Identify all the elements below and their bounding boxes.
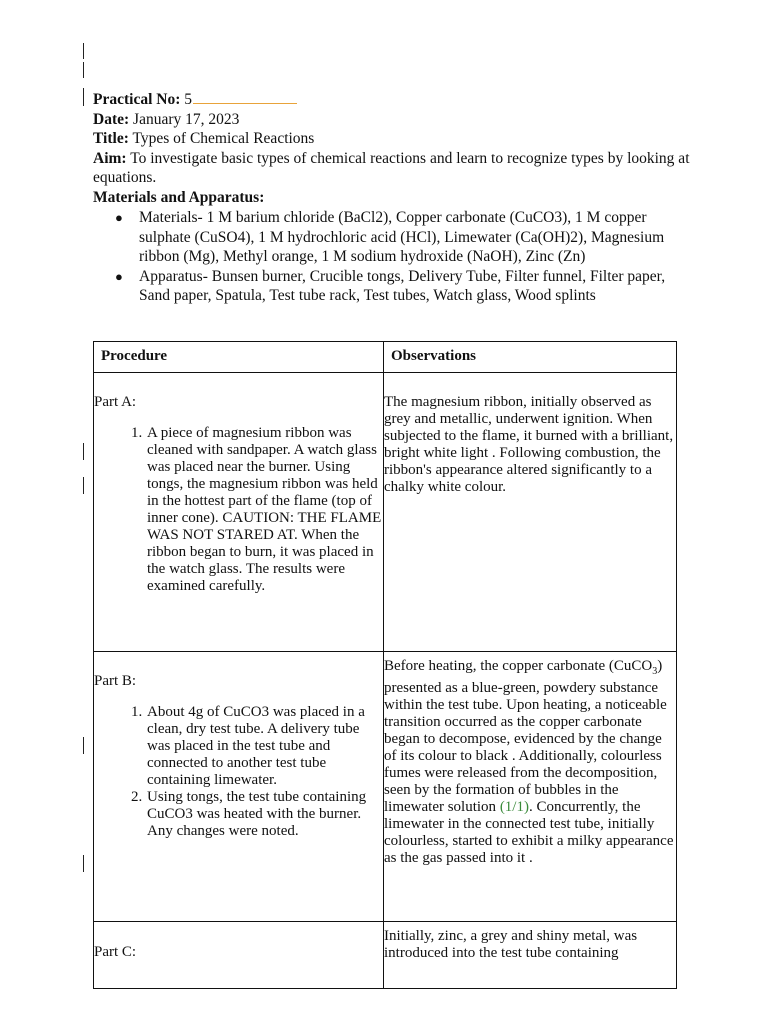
observations-column-header: Observations	[384, 342, 677, 373]
table-header-row	[94, 342, 677, 373]
part-a-observation: The magnesium ribbon, initially observed as grey and metallic, underwent ignition. When subjected to the flame, it burned with a brilliant, bright white light . Following combustion, the ribbon's appearance altered significantly to a chalky white colour.	[384, 373, 677, 652]
revision-bar	[83, 737, 84, 754]
document-header	[93, 88, 693, 306]
list-item: 2. Using tongs, the test tube containing CuCO3 was heated with the burner. Any changes were noted.	[146, 789, 383, 840]
part-c-observation: Initially, zinc, a grey and shiny metal, was introduced into the test tube containing	[384, 922, 677, 989]
bullet-icon: ●	[115, 268, 123, 284]
part-b-procedure	[94, 652, 384, 922]
part-label: Part A:	[94, 394, 137, 410]
table-row	[94, 652, 677, 922]
title-line: Title: Types of Chemical Reactions	[93, 130, 315, 147]
list-item: 1. A piece of magnesium ribbon was cleaned with sandpaper. A watch glass was placed near the burner. Using tongs, the magnesium ribbon was held in the hottest part of the flame (top of inner cone). CAUTION: THE FLAME WAS NOT STARED AT. When the ribbon began to burn, it was placed in the watch glass. The results were examined carefully.	[146, 425, 383, 595]
steps-list	[94, 425, 383, 595]
practical-underline	[193, 88, 297, 104]
list-item: 1. About 4g of CuCO3 was placed in a clean, dry test tube. A delivery tube was placed in the test tube and connected to another test tube containing limewater.	[146, 704, 383, 789]
part-c-procedure	[94, 922, 384, 989]
procedure-table	[93, 341, 677, 989]
list-item: ● Apparatus- Bunsen burner, Crucible tongs, Delivery Tube, Filter funnel, Filter paper, Sand paper, Spatula, Test tube rack, Test tubes, Watch glass, Wood splints	[115, 267, 666, 304]
title-value: Types of Chemical Reactions	[132, 130, 315, 147]
materials-heading: Materials and Apparatus:	[93, 188, 265, 206]
materials-list	[93, 208, 693, 306]
revision-bar	[83, 62, 84, 78]
bullet-icon: ●	[115, 210, 123, 225]
practical-value[interactable]: 5	[184, 91, 192, 108]
revision-bar	[83, 855, 84, 872]
revision-bar	[83, 88, 84, 106]
date-value: January 17, 2023	[133, 110, 240, 128]
table-row	[94, 922, 677, 989]
aim-value: To investigate basic types of chemical reactions and learn to recognize types by looking at equations.	[93, 149, 690, 186]
part-label: Part C:	[94, 944, 137, 960]
part-b-observation: Before heating, the copper carbonate (CuCO$_3$) presented as a blue-green, powdery substance within the test tube. Upon heating, a noticeable transition occurred as the copper carbonate began to decompose, evidenced by the change of its colour to black . Additionally, colourless fumes were released from the decomposition, seen by the formation of bubbles in the limewater solution (1/1). Concurrently, the limewater in the connected test tube, initially colourless, started to exhibit a milky appearance as the gas passed into it .	[384, 652, 677, 922]
part-a-procedure	[94, 373, 384, 652]
revision-bar	[83, 443, 84, 460]
date-line: Date: January 17, 2023	[93, 110, 240, 128]
practical-line: Practical No: 5	[93, 88, 693, 110]
table-row	[94, 373, 677, 652]
procedure-column-header: Procedure	[94, 342, 384, 373]
revision-bar	[83, 477, 84, 494]
score-mark: (1/1)	[499, 799, 529, 815]
list-item: ● Materials- 1 M barium chloride (BaCl2), Copper carbonate (CuCO3), 1 M copper sulphate (CuSO4), 1 M hydrochloric acid (HCl), Limewater (Ca(OH)2), Magnesium ribbon (Mg), Methyl orange, 1 M sodium hydroxide (NaOH), Zinc (Zn)	[115, 209, 665, 265]
part-label: Part B:	[94, 673, 137, 689]
revision-bar	[83, 43, 84, 59]
steps-list	[94, 704, 383, 840]
aim-line: Aim: To investigate basic types of chemical reactions and learn to recognize types by looking at equations.	[93, 149, 690, 186]
